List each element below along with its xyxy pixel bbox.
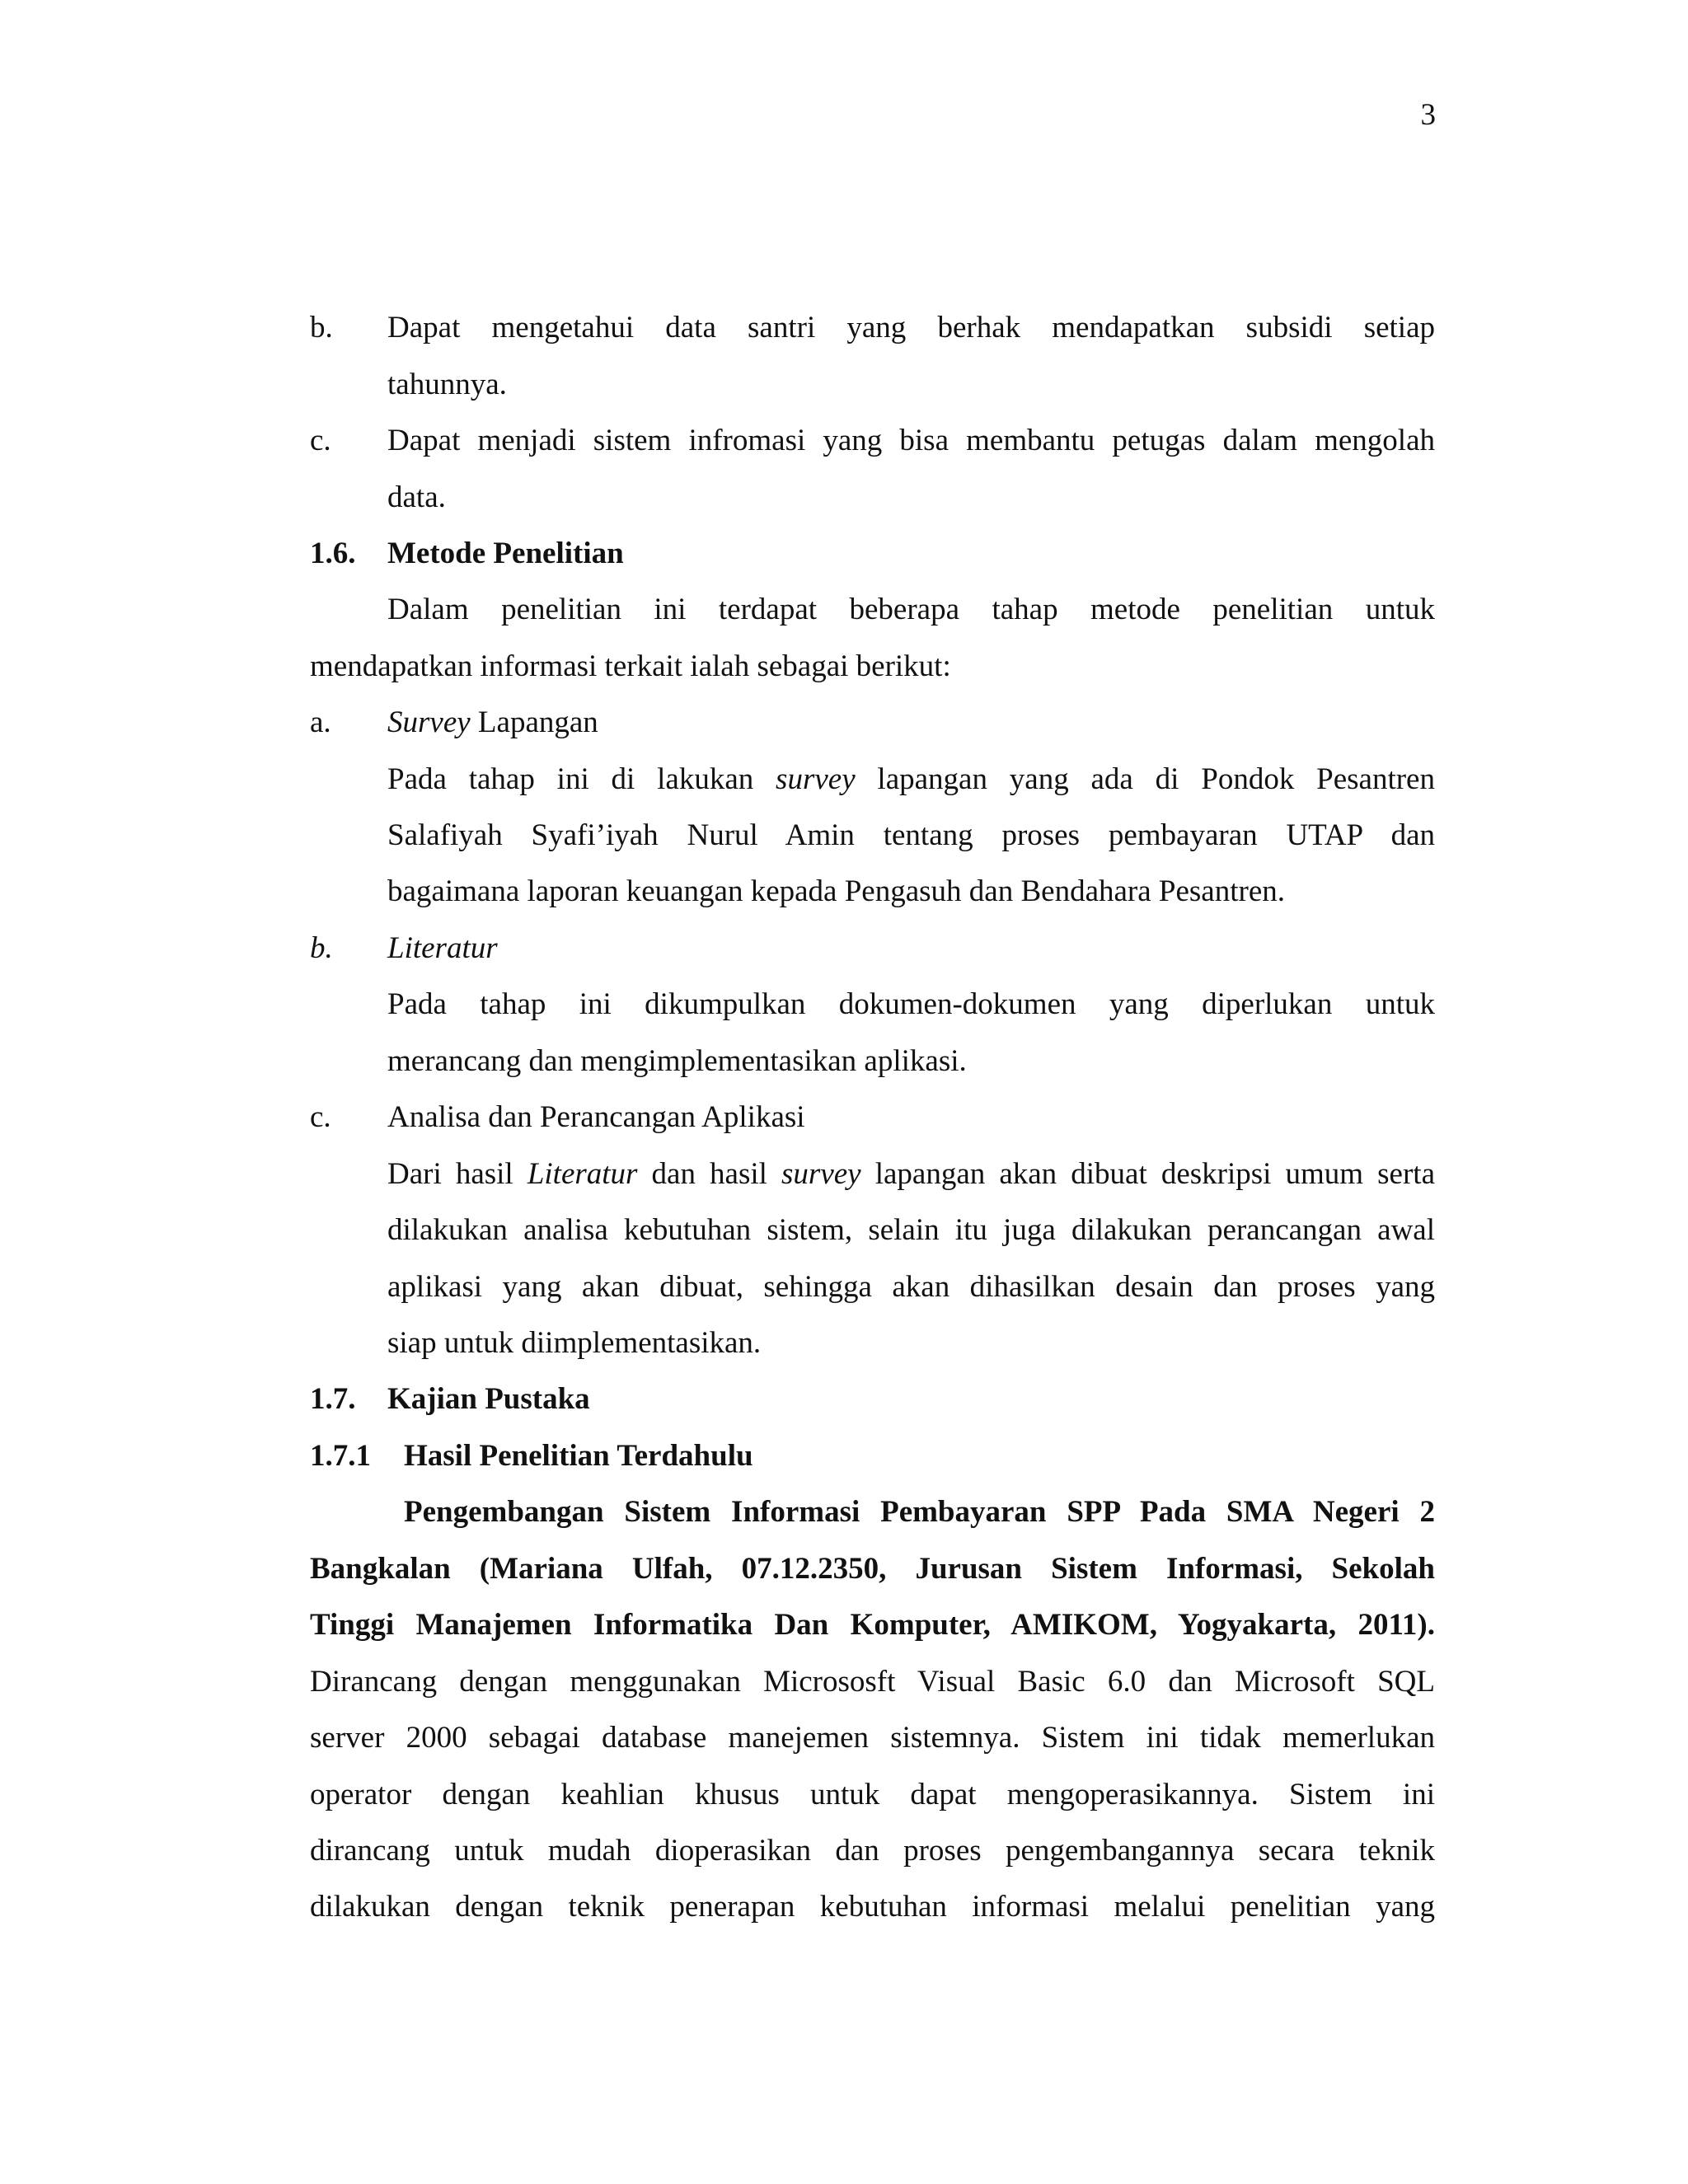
paragraph-line: dilakukan dengan teknik penerapan kebutuhan informasi melalui penelitian yang: [310, 1890, 1435, 1924]
paragraph-line: Dalam penelitian ini terdapat beberapa tahap metode penelitian untuk: [387, 593, 1435, 626]
italic-text: Survey: [387, 705, 471, 739]
paragraph-line: dilakukan analisa kebutuhan sistem, selain itu juga dilakukan perancangan awal: [387, 1213, 1435, 1247]
paragraph-line: aplikasi yang akan dibuat, sehingga akan dihasilkan desain dan proses yang: [387, 1270, 1435, 1304]
list-label-b: b.: [310, 931, 333, 965]
paragraph-line: [387, 1156, 1435, 1193]
paragraph-line: Dapat mengetahui data santri yang berhak mendapatkan subsidi setiap: [387, 311, 1435, 344]
paragraph-line: server 2000 sebagai database manejemen sistemnya. Sistem ini tidak memerlukan: [310, 1721, 1435, 1755]
text-segment: lapangan yang ada di Pondok Pesantren: [855, 762, 1435, 796]
list-label-a: a.: [310, 705, 331, 739]
list-label-c: c.: [310, 1100, 331, 1134]
paragraph-line: operator dengan keahlian khusus untuk dapat mengoperasikannya. Sistem ini: [310, 1778, 1435, 1811]
list-label-b: b.: [310, 311, 333, 344]
italic-text: survey: [776, 762, 856, 796]
subsection-heading: Hasil Penelitian Terdahulu: [404, 1439, 753, 1473]
section-number: 1.7.: [310, 1382, 356, 1416]
paragraph-line: merancang dan mengimplementasikan aplikasi.: [387, 1044, 967, 1078]
paragraph-line: siap untuk diimplementasikan.: [387, 1326, 762, 1360]
paragraph-line: mendapatkan informasi terkait ialah sebagai berikut:: [310, 649, 951, 683]
text-segment: Dari hasil: [387, 1157, 528, 1191]
paragraph-line: Pada tahap ini dikumpulkan dokumen-dokumen yang diperlukan untuk: [387, 987, 1435, 1021]
text-segment: lapangan akan dibuat deskripsi umum serta: [860, 1157, 1436, 1191]
list-heading: Literatur: [387, 931, 498, 965]
reference-line: Bangkalan (Mariana Ulfah, 07.12.2350, Jurusan Sistem Informasi, Sekolah: [310, 1552, 1435, 1586]
italic-text: Literatur: [527, 1157, 638, 1191]
text-segment: Pada tahap ini di lakukan: [387, 762, 776, 796]
paragraph-line: dirancang untuk mudah dioperasikan dan proses pengembangannya secara teknik: [310, 1834, 1435, 1868]
paragraph-line: data.: [387, 480, 446, 514]
reference-line: Pengembangan Sistem Informasi Pembayaran SPP Pada SMA Negeri 2: [404, 1495, 1435, 1529]
italic-text: survey: [781, 1157, 861, 1191]
paragraph-line: Dapat menjadi sistem infromasi yang bisa membantu petugas dalam mengolah: [387, 424, 1435, 457]
list-heading: Analisa dan Perancangan Aplikasi: [387, 1100, 805, 1134]
page-number: 3: [1420, 98, 1436, 132]
paragraph-line: tahunnya.: [387, 368, 507, 401]
list-heading: [387, 705, 1435, 741]
paragraph-line: [387, 762, 1435, 798]
paragraph-line: Dirancang dengan menggunakan Micrososft Visual Basic 6.0 dan Microsoft SQL: [310, 1665, 1435, 1699]
reference-line: Tinggi Manajemen Informatika Dan Komputer, AMIKOM, Yogyakarta, 2011).: [310, 1608, 1435, 1642]
section-heading: Kajian Pustaka: [387, 1382, 590, 1416]
text-segment: dan hasil: [637, 1157, 782, 1191]
paragraph-line: bagaimana laporan keuangan kepada Pengasuh dan Bendahara Pesantren.: [387, 874, 1286, 908]
paragraph-line: Salafiyah Syafi’iyah Nurul Amin tentang proses pembayaran UTAP dan: [387, 818, 1435, 852]
heading-text: Lapangan: [470, 705, 598, 739]
subsection-number: 1.7.1: [310, 1439, 371, 1473]
list-label-c: c.: [310, 424, 331, 457]
section-heading: Metode Penelitian: [387, 537, 624, 570]
section-number: 1.6.: [310, 537, 356, 570]
